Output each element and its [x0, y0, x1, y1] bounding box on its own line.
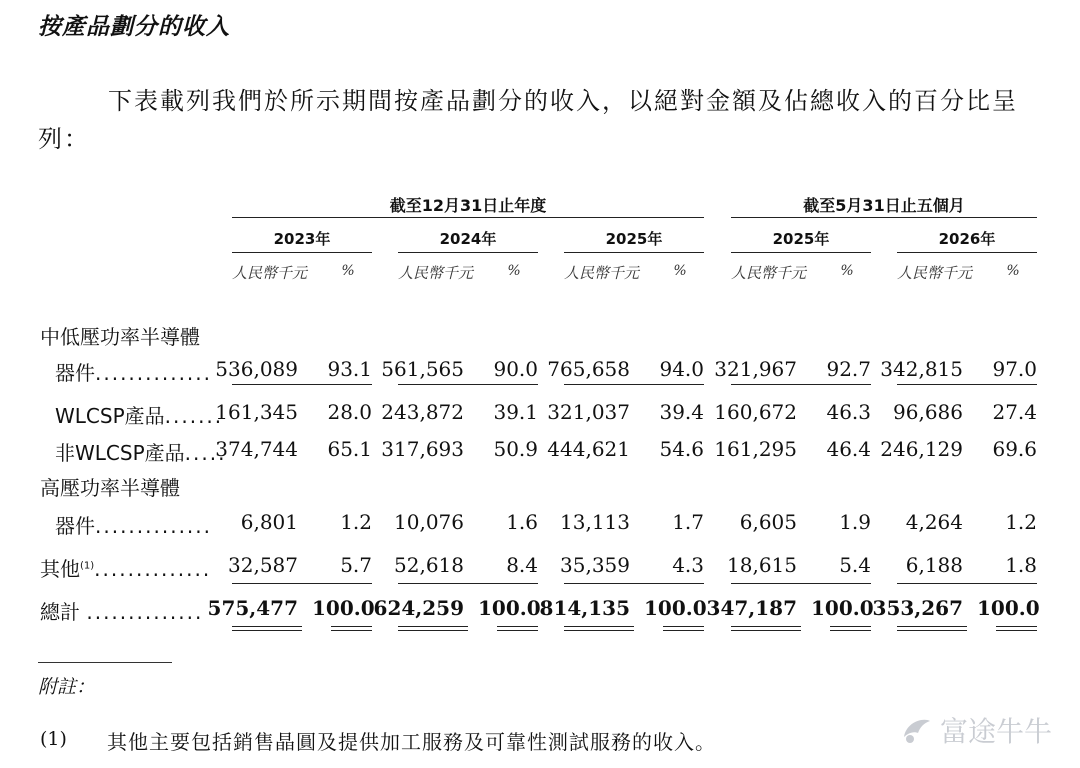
subtotal-rule: [731, 583, 871, 584]
total-double-rule: [331, 626, 372, 631]
cell-percent: 54.6: [659, 437, 704, 461]
cell-value: 561,565: [381, 357, 464, 381]
section-label-low-mid-voltage: 中低壓功率半導體: [40, 325, 200, 349]
cell-percent: 93.1: [327, 357, 372, 381]
total-percent: 100.0: [312, 596, 375, 620]
footnote-number: (1): [40, 728, 67, 750]
cell-percent: 1.2: [340, 510, 372, 534]
year-rule: [564, 252, 704, 253]
leader-dots: ..............: [95, 514, 213, 538]
cell-value: 444,621: [547, 437, 630, 461]
total-percent: 100.0: [977, 596, 1040, 620]
year-rule: [731, 252, 871, 253]
cell-percent: 39.4: [659, 400, 704, 424]
cell-value: 18,615: [727, 553, 797, 577]
year-header: 2024年: [439, 230, 497, 248]
row-label: [40, 553, 211, 582]
percent-label: %: [840, 263, 854, 279]
cell-percent: 8.4: [506, 553, 538, 577]
leader-dots: ..............: [94, 557, 212, 581]
year-header: 2025年: [772, 230, 830, 248]
cell-percent: 1.9: [839, 510, 871, 534]
row-label-text: WLCSP產品: [55, 404, 165, 428]
cell-percent: 1.6: [506, 510, 538, 534]
total-value: 575,477: [207, 596, 298, 620]
percent-label: %: [673, 263, 687, 279]
section-heading: 按產品劃分的收入: [38, 13, 230, 40]
cell-percent: 1.7: [672, 510, 704, 534]
cell-value: 10,076: [394, 510, 464, 534]
cell-percent: 27.4: [992, 400, 1037, 424]
cell-value: 6,605: [739, 510, 797, 534]
percent-label: %: [507, 263, 521, 279]
leader-dots: .......: [164, 404, 224, 428]
total-percent: 100.0: [644, 596, 707, 620]
year-header: 2025年: [605, 230, 663, 248]
total-double-rule: [663, 626, 704, 631]
cell-percent: 1.8: [1005, 553, 1037, 577]
cell-value: 4,264: [905, 510, 963, 534]
cell-value: 13,113: [560, 510, 630, 534]
cell-value: 161,295: [714, 437, 797, 461]
year-rule: [897, 252, 1037, 253]
total-double-rule: [398, 626, 468, 631]
intro-paragraph: [38, 82, 1038, 158]
group-rule-1: [232, 217, 704, 218]
unit-label: 人民幣千元: [564, 264, 640, 282]
cell-value: 32,587: [228, 553, 298, 577]
cell-value: 160,672: [714, 400, 797, 424]
cell-value: 374,744: [215, 437, 298, 461]
cell-value: 536,089: [215, 357, 298, 381]
underline: [398, 384, 538, 385]
cell-percent: 97.0: [992, 357, 1037, 381]
underline: [731, 384, 871, 385]
cell-percent: 46.4: [826, 437, 871, 461]
cell-percent: 39.1: [493, 400, 538, 424]
year-header: 2026年: [938, 230, 996, 248]
total-percent: 100.0: [478, 596, 541, 620]
total-double-rule: [731, 626, 801, 631]
total-value: 814,135: [539, 596, 630, 620]
section-label-high-voltage: 高壓功率半導體: [40, 476, 180, 500]
row-label: [55, 510, 212, 539]
cell-percent: 1.2: [1005, 510, 1037, 534]
cell-value: 321,967: [714, 357, 797, 381]
cell-percent: 65.1: [327, 437, 372, 461]
cell-value: 96,686: [893, 400, 963, 424]
footnote-ref: (1): [80, 560, 95, 572]
total-value: 353,267: [872, 596, 963, 620]
intro-text: 下表載列我們於所示期間按產品劃分的收入，以絕對金額及佔總收入的百分比呈列：: [38, 87, 1018, 153]
total-double-rule: [497, 626, 538, 631]
leader-dots: ..............: [86, 600, 204, 624]
row-label-total: [40, 596, 203, 625]
watermark-text: 富途牛牛: [940, 715, 1053, 748]
footnote-text: 其他主要包括銷售晶圓及提供加工服務及可靠性測試服務的收入。: [107, 730, 716, 754]
cell-percent: 50.9: [493, 437, 538, 461]
row-label: [55, 357, 212, 386]
cell-value: 765,658: [547, 357, 630, 381]
group-rule-2: [731, 217, 1037, 218]
futu-logo-icon: [900, 715, 934, 745]
cell-percent: 92.7: [826, 357, 871, 381]
subtotal-rule: [232, 583, 372, 584]
cell-value: 317,693: [381, 437, 464, 461]
cell-value: 6,801: [240, 510, 298, 534]
cell-percent: 69.6: [992, 437, 1037, 461]
group-header-full-year: 截至12月31日止年度: [389, 196, 547, 215]
row-label-text: 器件: [55, 514, 95, 538]
underline: [897, 384, 1037, 385]
footnote-divider: [38, 662, 172, 663]
percent-label: %: [1006, 263, 1020, 279]
cell-value: 243,872: [381, 400, 464, 424]
unit-label: 人民幣千元: [398, 264, 474, 282]
total-double-rule: [996, 626, 1037, 631]
cell-value: 6,188: [905, 553, 963, 577]
leader-dots: .....: [184, 441, 227, 465]
total-value: 347,187: [706, 596, 797, 620]
cell-percent: 28.0: [327, 400, 372, 424]
cell-value: 161,345: [215, 400, 298, 424]
unit-label: 人民幣千元: [897, 264, 973, 282]
year-rule: [232, 252, 372, 253]
subtotal-rule: [398, 583, 538, 584]
watermark: [900, 710, 1052, 750]
cell-value: 321,037: [547, 400, 630, 424]
cell-percent: 4.3: [672, 553, 704, 577]
cell-percent: 5.4: [839, 553, 871, 577]
total-double-rule: [564, 626, 634, 631]
row-label-text: 器件: [55, 361, 95, 385]
row-label-text: 非WLCSP產品: [55, 441, 185, 465]
subtotal-rule: [897, 583, 1037, 584]
cell-value: 342,815: [880, 357, 963, 381]
year-header: 2023年: [273, 230, 331, 248]
group-header-five-months: 截至5月31日止五個月: [803, 196, 965, 215]
footnote-label: 附註：: [38, 676, 96, 698]
total-double-rule: [897, 626, 967, 631]
unit-label: 人民幣千元: [232, 264, 308, 282]
row-label-text: 其他: [40, 557, 80, 581]
cell-percent: 94.0: [659, 357, 704, 381]
cell-percent: 90.0: [493, 357, 538, 381]
leader-dots: ..............: [95, 361, 213, 385]
unit-label: 人民幣千元: [731, 264, 807, 282]
subtotal-rule: [564, 583, 704, 584]
cell-percent: 46.3: [826, 400, 871, 424]
total-double-rule: [830, 626, 871, 631]
cell-value: 246,129: [880, 437, 963, 461]
row-label-text: 總計: [40, 600, 80, 624]
cell-value: 52,618: [394, 553, 464, 577]
underline: [564, 384, 704, 385]
total-value: 624,259: [373, 596, 464, 620]
cell-percent: 5.7: [340, 553, 372, 577]
underline: [232, 384, 372, 385]
total-double-rule: [232, 626, 302, 631]
cell-value: 35,359: [560, 553, 630, 577]
year-rule: [398, 252, 538, 253]
percent-label: %: [341, 263, 355, 279]
total-percent: 100.0: [811, 596, 874, 620]
